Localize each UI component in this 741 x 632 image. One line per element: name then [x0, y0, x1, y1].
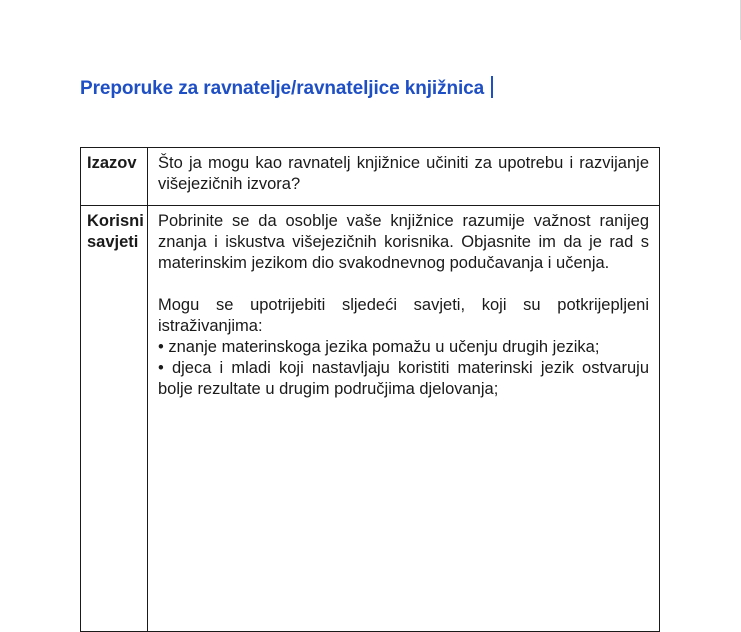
table-row-challenge: [81, 148, 660, 206]
row-label-tips: Korisni savjeti: [81, 206, 148, 632]
tips-bullet-item: • djeca i mladi koji nastavljaju koristiti materinski jezik ostvaruju bolje rezultate u drugim područjima djelovanja;: [158, 359, 649, 398]
section-heading-text: Preporuke za ravnatelje/ravnateljice knjižnica: [80, 78, 485, 99]
row-label-challenge: Izazov: [81, 148, 148, 206]
recommendations-table: [80, 147, 660, 632]
tips-bullet-item: • znanje materinskoga jezika pomažu u učenju drugih jezika;: [158, 338, 600, 356]
tips-paragraph: Pobrinite se da osoblje vaše knjižnice razumije važnost ranijeg znanja i iskustva višejezičnih korisnika. Objasnite im da je rad s materinskim jezikom dio svakodnevnog podučavanja i učenja.: [158, 212, 649, 272]
tips-paragraph: Mogu se upotrijebiti sljedeći savjeti, koji su potkrijepljeni istraživanjima:: [158, 296, 649, 335]
row-content-challenge: Što ja mogu kao ravnatelj knjižnice učiniti za upotrebu i razvijanje višejezičnih izvora?: [148, 148, 660, 206]
table-row-tips: [81, 206, 660, 632]
heading-accent-bar: [491, 76, 493, 98]
section-heading: [80, 76, 493, 100]
row-content-tips: [148, 206, 660, 632]
